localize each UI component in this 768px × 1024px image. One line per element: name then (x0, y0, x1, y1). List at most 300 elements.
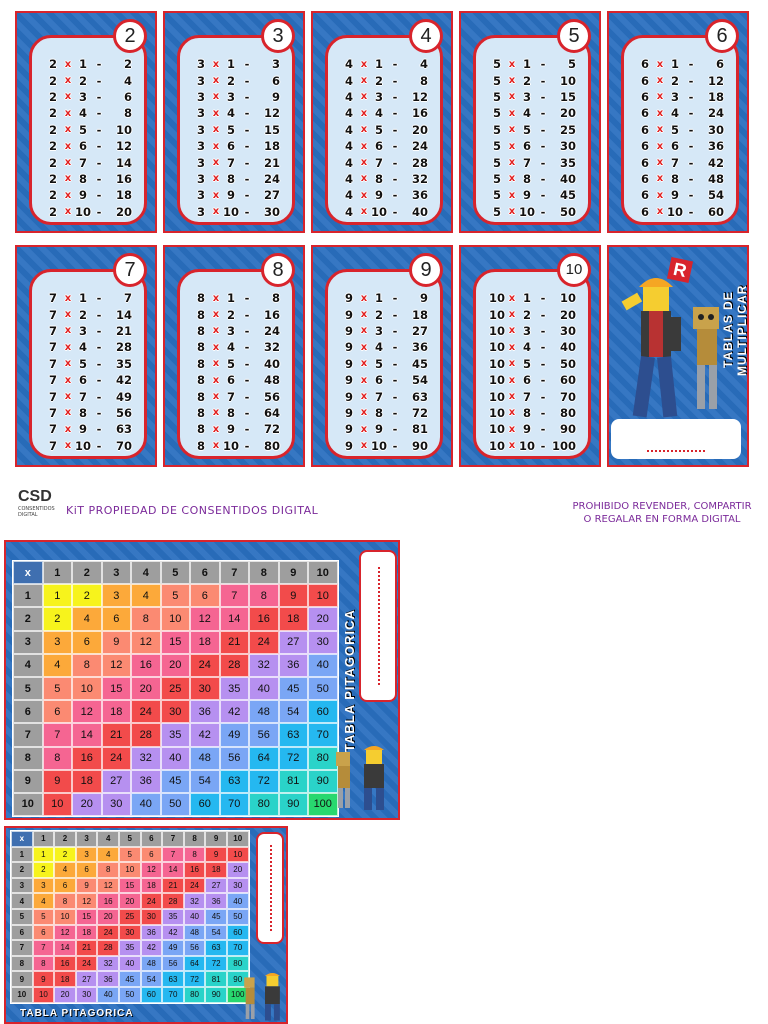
grid-corner-cell: x (11, 831, 33, 847)
row-factor: 3 (196, 57, 205, 72)
multiplication-row (32, 154, 144, 170)
row-factor: 4 (344, 204, 353, 219)
product-cell: 16 (97, 893, 119, 909)
equals-sign: - (392, 57, 398, 72)
equals-sign: - (540, 204, 546, 219)
row-multiplier: 2 (374, 73, 383, 88)
product-cell: 42 (190, 723, 220, 746)
product-cell: 12 (102, 654, 132, 677)
times-sign: x (656, 206, 664, 218)
product-cell: 36 (205, 893, 227, 909)
times-sign: x (508, 407, 516, 419)
row-multiplier: 9 (522, 422, 531, 437)
times-sign: x (508, 75, 516, 87)
row-factor: 4 (344, 122, 353, 137)
product-cell: 28 (162, 893, 184, 909)
equals-sign: - (244, 438, 250, 453)
product-cell: 28 (97, 940, 119, 956)
row-multiplier: 4 (522, 106, 531, 121)
row-factor: 8 (196, 422, 205, 437)
row-factor: 7 (48, 405, 57, 420)
row-factor: 6 (640, 204, 649, 219)
row-multiplier: 6 (522, 373, 531, 388)
row-multiplier: 8 (522, 405, 531, 420)
equals-sign: - (540, 291, 546, 306)
multiplication-row (476, 154, 588, 170)
row-multiplier: 9 (226, 188, 235, 203)
times-sign: x (212, 189, 220, 201)
pythagorean-grid (10, 830, 250, 1004)
product-cell: 60 (190, 793, 220, 816)
row-factor: 9 (344, 340, 353, 355)
row-factor: 10 (488, 373, 505, 388)
card-panel (177, 35, 295, 225)
row-multiplier: 7 (522, 155, 531, 170)
multiplication-row (328, 421, 440, 437)
product-cell: 90 (279, 793, 309, 816)
equals-sign: - (96, 422, 102, 437)
row-product: 27 (263, 188, 280, 203)
row-product: 72 (263, 422, 280, 437)
product-cell: 56 (184, 940, 206, 956)
product-cell: 16 (249, 607, 279, 630)
times-sign: x (360, 206, 368, 218)
product-cell: 63 (162, 971, 184, 987)
row-product: 40 (263, 356, 280, 371)
product-cell: 14 (72, 723, 102, 746)
card-panel (473, 269, 591, 459)
roblox-logo: R (667, 257, 693, 283)
multiplication-row (476, 306, 588, 322)
product-cell: 5 (161, 584, 191, 607)
product-cell: 30 (141, 909, 163, 925)
times-sign: x (508, 325, 516, 337)
multiplication-row (180, 122, 292, 138)
multiplication-row (32, 138, 144, 154)
multiplication-row (328, 204, 440, 220)
row-factor: 10 (488, 356, 505, 371)
row-factor: 7 (48, 323, 57, 338)
times-sign: x (360, 157, 368, 169)
row-multiplier: 7 (522, 389, 531, 404)
product-cell: 60 (141, 987, 163, 1003)
times-sign: x (508, 58, 516, 70)
product-cell: 80 (227, 956, 249, 972)
row-product: 9 (419, 291, 428, 306)
multiplication-card (15, 245, 157, 467)
equals-sign: - (96, 106, 102, 121)
product-cell: 9 (76, 878, 98, 894)
equals-sign: - (96, 291, 102, 306)
equals-sign: - (688, 106, 694, 121)
multiplication-row (180, 89, 292, 105)
product-cell: 80 (308, 747, 338, 770)
times-sign: x (360, 440, 368, 452)
row-factor: 8 (196, 307, 205, 322)
product-cell: 24 (97, 925, 119, 941)
multiplication-row (328, 89, 440, 105)
row-factor: 2 (48, 139, 57, 154)
card-number-badge: 5 (557, 19, 591, 53)
product-cell: 27 (76, 971, 98, 987)
product-cell: 10 (72, 677, 102, 700)
multiplication-row (180, 339, 292, 355)
product-cell: 45 (205, 909, 227, 925)
row-product: 56 (115, 405, 132, 420)
product-cell: 6 (102, 607, 132, 630)
multiplication-row (328, 171, 440, 187)
row-multiplier: 4 (78, 106, 87, 121)
multiplication-row (180, 323, 292, 339)
product-cell: 18 (190, 631, 220, 654)
product-cell: 24 (249, 631, 279, 654)
row-factor: 6 (640, 188, 649, 203)
product-cell: 20 (72, 793, 102, 816)
row-multiplier: 7 (670, 155, 679, 170)
row-multiplier: 10 (370, 438, 387, 453)
multiplication-row (476, 438, 588, 454)
row-multiplier: 4 (374, 106, 383, 121)
row-product: 7 (123, 291, 132, 306)
times-sign: x (656, 75, 664, 87)
row-multiplier: 8 (78, 171, 87, 186)
row-product: 8 (123, 106, 132, 121)
row-multiplier: 1 (522, 57, 531, 72)
equals-sign: - (540, 171, 546, 186)
row-multiplier: 2 (522, 73, 531, 88)
row-multiplier: 3 (78, 323, 87, 338)
equals-sign: - (96, 438, 102, 453)
row-factor: 8 (196, 438, 205, 453)
product-cell: 4 (72, 607, 102, 630)
product-cell: 7 (43, 723, 73, 746)
row-multiplier: 4 (78, 340, 87, 355)
row-header-cell: 6 (13, 700, 43, 723)
row-factor: 2 (48, 204, 57, 219)
product-cell: 60 (227, 925, 249, 941)
row-product: 30 (707, 122, 724, 137)
times-sign: x (508, 292, 516, 304)
product-cell: 24 (131, 700, 161, 723)
row-factor: 6 (640, 73, 649, 88)
row-multiplier: 1 (78, 57, 87, 72)
product-cell: 30 (227, 878, 249, 894)
row-multiplier: 10 (222, 204, 239, 219)
row-multiplier: 7 (226, 155, 235, 170)
times-sign: x (508, 124, 516, 136)
product-cell: 48 (190, 747, 220, 770)
multiplication-row (328, 72, 440, 88)
name-box[interactable] (256, 832, 284, 944)
times-sign: x (656, 173, 664, 185)
csd-logo-text: CSD (18, 488, 52, 505)
row-factor: 4 (344, 73, 353, 88)
multiplication-row (180, 306, 292, 322)
times-sign: x (64, 309, 72, 321)
product-cell: 5 (33, 909, 55, 925)
multiplication-row (624, 138, 736, 154)
row-multiplier: 3 (670, 89, 679, 104)
row-multiplier: 2 (78, 307, 87, 322)
times-sign: x (508, 440, 516, 452)
equals-sign: - (392, 356, 398, 371)
row-product: 80 (559, 405, 576, 420)
grid-corner-cell: x (13, 561, 43, 584)
product-cell: 4 (54, 862, 76, 878)
row-multiplier: 9 (522, 188, 531, 203)
times-sign: x (360, 140, 368, 152)
name-dotted-line (378, 567, 380, 685)
times-sign: x (508, 173, 516, 185)
equals-sign: - (540, 422, 546, 437)
row-factor: 5 (492, 139, 501, 154)
name-box[interactable] (611, 419, 741, 459)
product-cell: 56 (249, 723, 279, 746)
row-product: 18 (707, 89, 724, 104)
product-cell: 2 (72, 584, 102, 607)
multiplication-row (476, 122, 588, 138)
row-header-cell: 4 (13, 654, 43, 677)
multiplication-row (476, 138, 588, 154)
equals-sign: - (244, 323, 250, 338)
column-header-cell: 10 (308, 561, 338, 584)
row-multiplier: 4 (670, 106, 679, 121)
multiplication-row (624, 154, 736, 170)
product-cell: 20 (161, 654, 191, 677)
times-sign: x (64, 440, 72, 452)
row-multiplier: 8 (670, 171, 679, 186)
card-panel (325, 269, 443, 459)
multiplication-row (328, 290, 440, 306)
times-sign: x (212, 407, 220, 419)
multiplication-row (476, 89, 588, 105)
multiplication-row (180, 421, 292, 437)
times-sign: x (64, 140, 72, 152)
equals-sign: - (96, 122, 102, 137)
product-cell: 49 (162, 940, 184, 956)
row-multiplier: 9 (226, 422, 235, 437)
product-cell: 10 (161, 607, 191, 630)
name-dotted-line (270, 845, 272, 931)
column-header-cell: 8 (184, 831, 206, 847)
row-product: 3 (271, 57, 280, 72)
equals-sign: - (244, 73, 250, 88)
product-cell: 40 (227, 893, 249, 909)
equals-sign: - (392, 340, 398, 355)
row-factor: 10 (488, 389, 505, 404)
column-header-cell: 6 (141, 831, 163, 847)
multiplication-row (624, 187, 736, 203)
equals-sign: - (392, 291, 398, 306)
times-sign: x (360, 173, 368, 185)
equals-sign: - (96, 155, 102, 170)
product-cell: 16 (72, 747, 102, 770)
row-multiplier: 10 (518, 204, 535, 219)
times-sign: x (656, 91, 664, 103)
product-cell: 20 (97, 909, 119, 925)
row-factor: 10 (488, 438, 505, 453)
product-cell: 8 (184, 847, 206, 863)
row-header-cell: 9 (11, 971, 33, 987)
times-sign: x (212, 124, 220, 136)
times-sign: x (508, 140, 516, 152)
product-cell: 42 (162, 925, 184, 941)
product-cell: 36 (190, 700, 220, 723)
row-product: 90 (411, 438, 428, 453)
cover-title: TABLAS DE MULTIPLICAR (721, 284, 749, 376)
row-multiplier: 3 (522, 89, 531, 104)
row-header-cell: 2 (13, 607, 43, 630)
product-cell: 9 (279, 584, 309, 607)
multiplication-row (32, 306, 144, 322)
times-sign: x (64, 91, 72, 103)
times-sign: x (360, 124, 368, 136)
product-cell: 27 (205, 878, 227, 894)
product-cell: 80 (249, 793, 279, 816)
row-product: 5 (567, 57, 576, 72)
product-cell: 27 (279, 631, 309, 654)
product-cell: 35 (162, 909, 184, 925)
product-cell: 42 (141, 940, 163, 956)
product-cell: 25 (119, 909, 141, 925)
equals-sign: - (244, 389, 250, 404)
row-factor: 5 (492, 106, 501, 121)
product-cell: 8 (249, 584, 279, 607)
product-cell: 30 (119, 925, 141, 941)
product-cell: 9 (205, 847, 227, 863)
product-cell: 16 (131, 654, 161, 677)
card-panel (29, 269, 147, 459)
equals-sign: - (244, 155, 250, 170)
row-header-cell: 7 (13, 723, 43, 746)
row-factor: 5 (492, 89, 501, 104)
row-multiplier: 8 (226, 171, 235, 186)
row-header-cell: 4 (11, 893, 33, 909)
equals-sign: - (540, 373, 546, 388)
row-factor: 7 (48, 438, 57, 453)
row-factor: 8 (196, 291, 205, 306)
multiplication-card (163, 11, 305, 233)
row-header-cell: 3 (13, 631, 43, 654)
product-cell: 1 (33, 847, 55, 863)
row-multiplier: 5 (226, 356, 235, 371)
product-cell: 18 (205, 862, 227, 878)
multiplication-row (180, 154, 292, 170)
row-factor: 5 (492, 171, 501, 186)
row-factor: 7 (48, 307, 57, 322)
resale-warning-text: PROHIBIDO REVENDER, COMPARTIR O REGALAR EN FORMA DIGITAL (572, 501, 752, 525)
product-cell: 10 (43, 793, 73, 816)
multiplication-row (180, 372, 292, 388)
card-rows (624, 56, 736, 220)
row-multiplier: 7 (226, 389, 235, 404)
multiplication-row (328, 438, 440, 454)
row-product: 72 (411, 405, 428, 420)
row-multiplier: 5 (78, 122, 87, 137)
product-cell: 42 (220, 700, 250, 723)
equals-sign: - (96, 340, 102, 355)
product-cell: 72 (279, 747, 309, 770)
pythagorean-title: TABLA PITAGORICA (20, 1008, 134, 1019)
product-cell: 90 (227, 971, 249, 987)
row-multiplier: 10 (518, 438, 535, 453)
equals-sign: - (540, 438, 546, 453)
row-multiplier: 9 (374, 188, 383, 203)
product-cell: 63 (279, 723, 309, 746)
equals-sign: - (688, 139, 694, 154)
row-product: 20 (559, 307, 576, 322)
equals-sign: - (540, 155, 546, 170)
product-cell: 36 (131, 770, 161, 793)
name-dotted-line (647, 450, 705, 452)
row-multiplier: 2 (670, 73, 679, 88)
multiplication-row (476, 339, 588, 355)
row-product: 6 (271, 73, 280, 88)
row-product: 49 (115, 389, 132, 404)
row-multiplier: 10 (74, 204, 91, 219)
product-cell: 35 (220, 677, 250, 700)
product-cell: 21 (162, 878, 184, 894)
row-multiplier: 5 (226, 122, 235, 137)
product-cell: 4 (97, 847, 119, 863)
equals-sign: - (96, 356, 102, 371)
row-factor: 10 (488, 422, 505, 437)
product-cell: 15 (102, 677, 132, 700)
product-cell: 10 (227, 847, 249, 863)
row-product: 60 (559, 373, 576, 388)
product-cell: 32 (131, 747, 161, 770)
multiplication-row (180, 405, 292, 421)
product-cell: 27 (102, 770, 132, 793)
row-product: 16 (411, 106, 428, 121)
multiplication-row (32, 290, 144, 306)
multiplication-row (476, 421, 588, 437)
row-product: 63 (411, 389, 428, 404)
multiplication-row (32, 372, 144, 388)
equals-sign: - (540, 89, 546, 104)
row-product: 4 (419, 57, 428, 72)
product-cell: 14 (220, 607, 250, 630)
row-product: 80 (263, 438, 280, 453)
times-sign: x (64, 189, 72, 201)
multiplication-row (624, 56, 736, 72)
times-sign: x (212, 206, 220, 218)
times-sign: x (360, 341, 368, 353)
product-cell: 5 (119, 847, 141, 863)
row-factor: 2 (48, 73, 57, 88)
row-factor: 8 (196, 323, 205, 338)
product-cell: 64 (184, 956, 206, 972)
row-header-cell: 10 (11, 987, 33, 1003)
multiplication-row (328, 122, 440, 138)
name-box[interactable] (359, 550, 397, 702)
times-sign: x (64, 58, 72, 70)
row-factor: 5 (492, 73, 501, 88)
product-cell: 60 (308, 700, 338, 723)
multiplication-row (180, 290, 292, 306)
row-multiplier: 3 (78, 89, 87, 104)
equals-sign: - (244, 204, 250, 219)
product-cell: 3 (33, 878, 55, 894)
pythagorean-title: TABLA PITAGORICA (342, 609, 357, 752)
row-product: 48 (263, 373, 280, 388)
row-multiplier: 5 (374, 356, 383, 371)
multiplication-row (32, 421, 144, 437)
product-cell: 10 (119, 862, 141, 878)
row-product: 28 (115, 340, 132, 355)
row-multiplier: 10 (666, 204, 683, 219)
product-cell: 81 (279, 770, 309, 793)
